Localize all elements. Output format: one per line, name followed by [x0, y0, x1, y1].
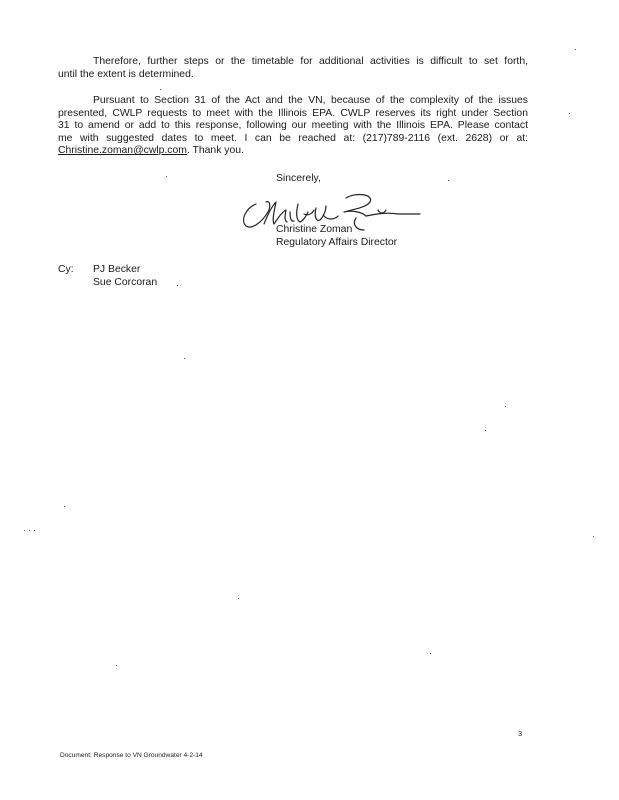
scan-speck: [430, 653, 431, 654]
scan-speck: [569, 113, 570, 114]
scan-speck: [177, 285, 178, 286]
paragraph-line: Therefore, further steps or the timetable for additional activities is difficult to set forth,: [93, 56, 528, 67]
cc-recipient: PJ Becker: [93, 264, 141, 275]
cc-recipient: Sue Corcoran: [93, 277, 158, 288]
scan-speck: [64, 506, 65, 507]
thank-you-text: . Thank you.: [186, 145, 244, 157]
scan-speck: [575, 49, 576, 50]
scan-speck: [34, 530, 35, 531]
scan-speck: [505, 406, 506, 407]
paragraph-line: me with suggested dates to meet. I can be reached at: (217)789-2116 (ext. 2628) or at:: [58, 132, 528, 144]
paragraph-line: Pursuant to Section 31 of the Act and the VN, because of the complexity of the issues: [93, 95, 528, 106]
scan-speck: [160, 89, 161, 90]
scan-speck: [485, 430, 486, 431]
paragraph-line-final: [58, 145, 528, 158]
signer-title: Regulatory Affairs Director: [276, 237, 398, 248]
signer-name: Christine Zoman: [276, 224, 353, 235]
paragraph-line: until the extent is determined.: [58, 68, 194, 80]
scan-speck: [116, 665, 117, 666]
paragraph-line: 31 to amend or add to this response, following our meeting with the Illinois EPA. Please contact: [58, 120, 528, 132]
email-link[interactable]: Christine.zoman@cwlp.com: [58, 145, 187, 157]
page-number: 3: [518, 729, 523, 738]
cc-label: Cy:: [58, 264, 74, 275]
scan-speck: [184, 358, 185, 359]
paragraph-line: presented, CWLP requests to meet with the Illinois EPA. CWLP reserves its right under Section: [58, 107, 528, 119]
scan-speck: [24, 530, 25, 531]
scan-speck: [593, 536, 594, 537]
scan-speck: [448, 180, 449, 181]
scan-speck: [166, 176, 167, 177]
paragraph-meeting-request: [58, 95, 528, 158]
scan-speck: [238, 598, 239, 599]
salutation: Sincerely,: [276, 173, 321, 184]
document-footer: Document: Response to VN Groundwater 4-2-14: [60, 752, 203, 759]
paragraph-timetable: [58, 56, 528, 81]
scan-speck: [29, 530, 30, 531]
